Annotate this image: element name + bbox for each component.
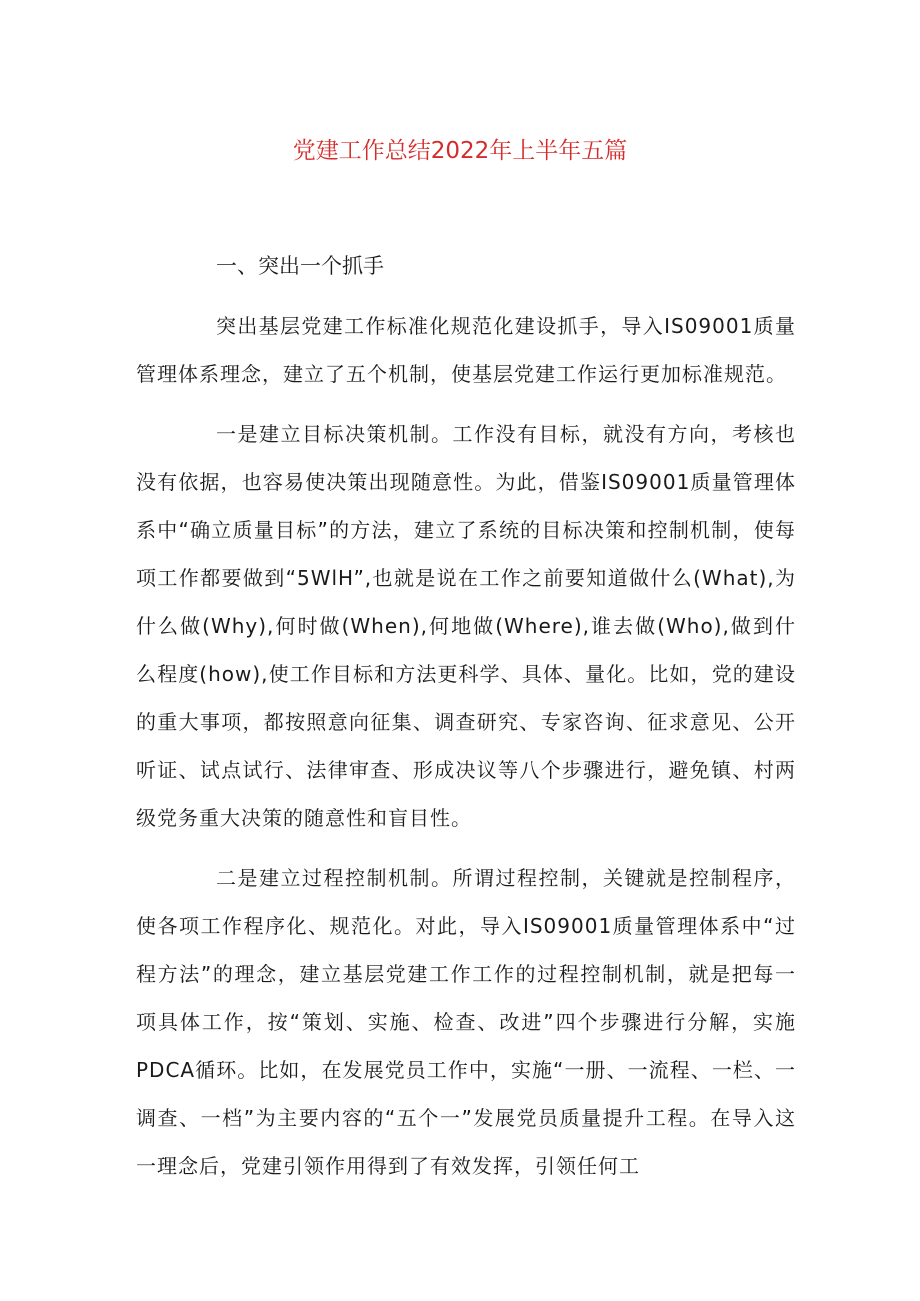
section-heading: 一、突出一个抓手 xyxy=(216,254,384,278)
body-paragraph: 突出基层党建工作标准化规范化建设抓手，导入IS09001质量管理体系理念，建立了五个机制，使基层党建工作运行更加标准规范。 xyxy=(136,314,796,386)
body-paragraph: 一是建立目标决策机制。工作没有目标，就没有方向，考核也没有依据，也容易使决策出现随意性。为此，借鉴IS09001质量管理体系中“确立质量目标”的方法，建立了系统的目标决策和控制机制，使每项工作都要做到“5WlH”,也就是说在工作之前要知道做什么(What),为什么做(Why),何时做(When),何地做(Where),谁去做(Who),做到什么程度(how),使工作目标和方法更科学、具体、量化。比如，党的建设的重大事项，都按照意向征集、调查研究、专家咨询、征求意见、公开听证、试点试行、法律审查、形成决议等八个步骤进行，避免镇、村两级党务重大决策的随意性和盲目性。 xyxy=(136,422,796,830)
body-paragraph: 二是建立过程控制机制。所谓过程控制，关键就是控制程序，使各项工作程序化、规范化。对此，导入IS09001质量管理体系中“过程方法”的理念，建立基层党建工作工作的过程控制机制，就是把每一项具体工作，按“策划、实施、检查、改进”四个步骤进行分解，实施PDCA循环。比如，在发展党员工作中，实施“一册、一流程、一栏、一调查、一档”为主要内容的“五个一”发展党员质量提升工程。在导入这一理念后，党建引领作用得到了有效发挥，引领任何工 xyxy=(136,866,796,1178)
document-title: 党建工作总结2022年上半年五篇 xyxy=(292,138,628,164)
